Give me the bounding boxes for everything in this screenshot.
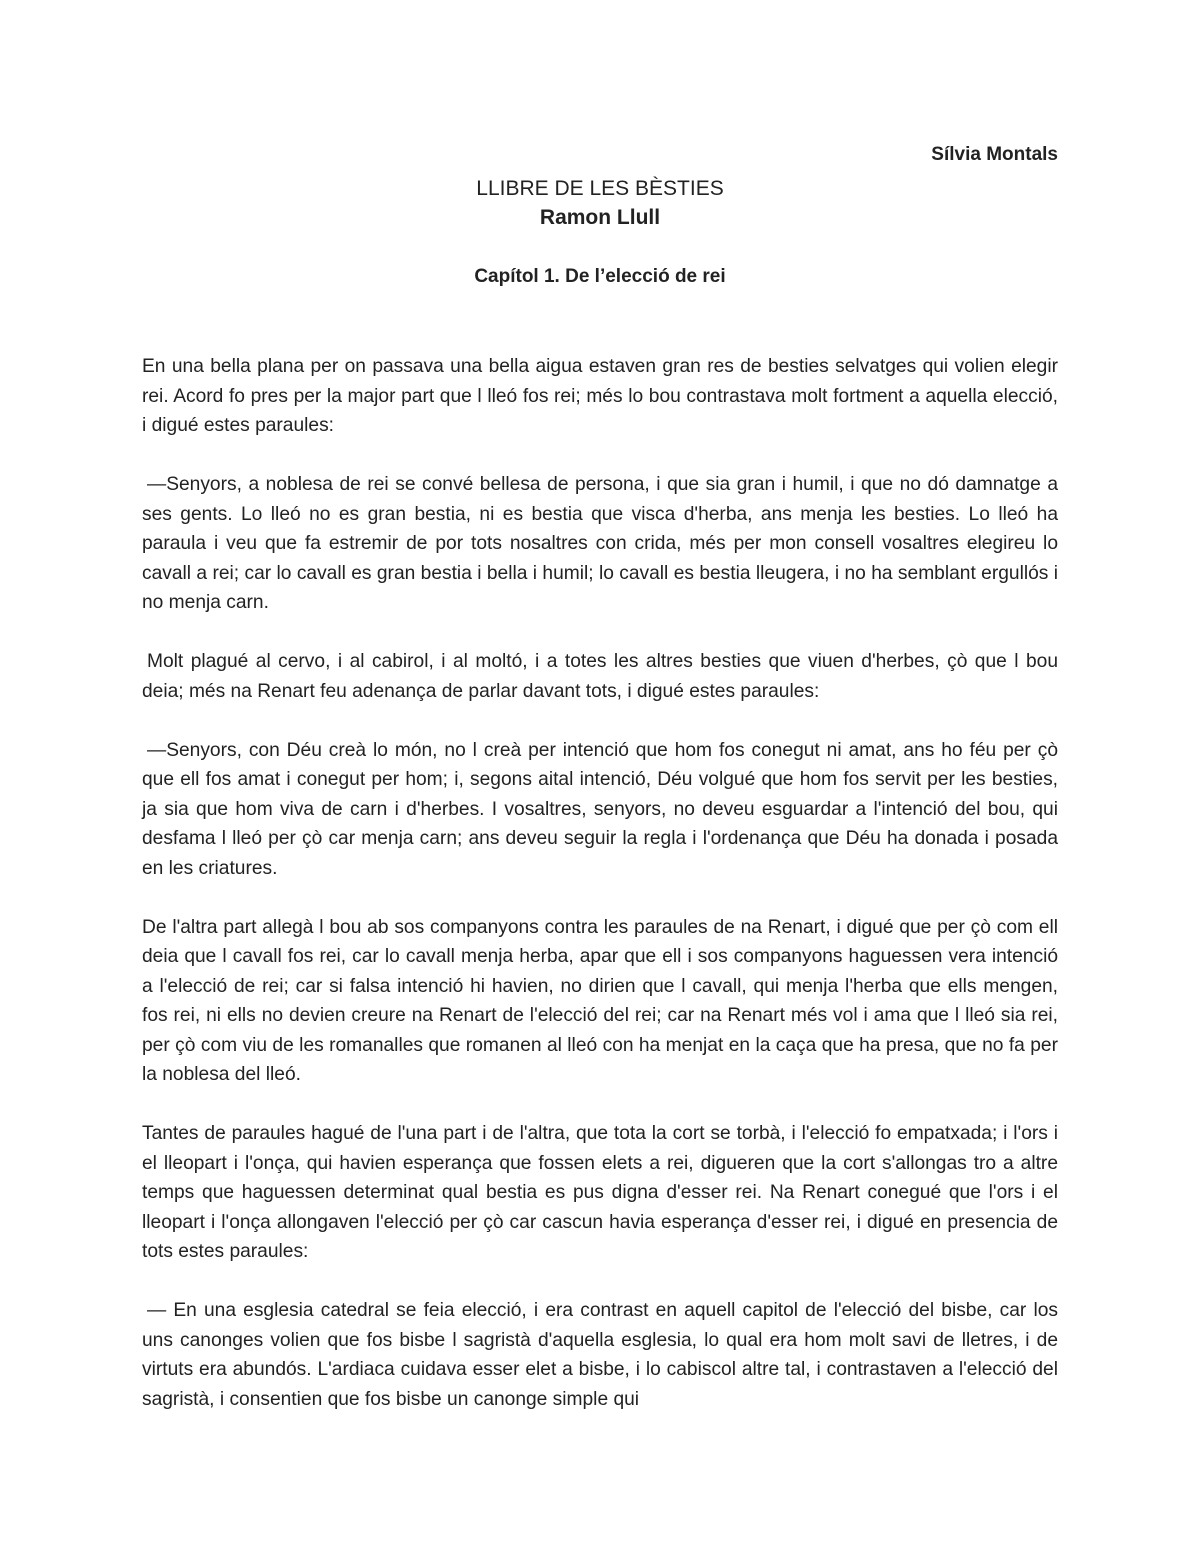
document-content bbox=[142, 142, 1058, 1444]
paragraph: De l'altra part allegà l bou ab sos companyons contra les paraules de na Renart, i digué que per çò com ell deia que l cavall fos rei, car lo cavall menja herba, apar que ell i sos companyons haguessen vera intenció a l'elecció de rei; car si falsa intenció hi havien, no dirien que l cavall, qui menja l'herba que ells mengen, fos rei, ni ells no devien creure na Renart de l'elecció del rei; car na Renart més vol i ama que l lleó sia rei, per çò com viu de les romanalles que romanen al lleó con ha menjat en la caça que ha presa, que no fa per la noblesa del lleó. bbox=[142, 916, 1058, 1085]
paragraph: —Senyors, con Déu creà lo món, no l creà per intenció que hom fos conegut ni amat, ans ho féu per çò que ell fos amat i conegut per hom; i, segons aital intenció, Déu volgué que hom fos servit per les besties, ja sia que hom viva de carn i d'herbes. I vosaltres, senyors, no deveu esguardar a l'intenció del bou, qui desfama l lleó per çò car menja carn; ans deveu seguir la regla i l'ordenança que Déu ha donada i posada en les criatures. bbox=[142, 739, 1058, 879]
paragraph: Molt plagué al cervo, i al cabirol, i al moltó, i a totes les altres besties que viuen d'herbes, çò que l bou deia; més na Renart feu adenança de parlar davant tots, i digué estes paraules: bbox=[142, 651, 1058, 702]
book-title: LLIBRE DE LES BÈSTIES bbox=[476, 177, 724, 200]
chapter-heading: Capítol 1. De l’elecció de rei bbox=[474, 266, 726, 287]
author-name: Sílvia Montals bbox=[931, 144, 1058, 165]
body-text bbox=[142, 352, 1058, 1414]
paragraph: Tantes de paraules hagué de l'una part i de l'altra, que tota la cort se torbà, i l'elecció fo empatxada; i l'ors i el lleopart i l'onça, qui havien esperança que fossen elets a rei, digueren que la cort s'allongas tro a altre temps que haguessen determinat qual bestia es pus digna d'esser rei. Na Renart conegué que l'ors i el lleopart i l'onça allongaven l'elecció per çò car cascun havia esperança d'esser rei, i digué en presencia de tots estes paraules: bbox=[142, 1123, 1058, 1262]
book-author: Ramon Llull bbox=[539, 206, 661, 229]
paragraph: En una bella plana per on passava una bella aigua estaven gran res de besties selvatges qui volien elegir rei. Acord fo pres per la major part que l lleó fos rei; més lo bou contrastava molt fortment a aquella elecció, i digué estes paraules: bbox=[142, 356, 1058, 436]
paragraph: —Senyors, a noblesa de rei se convé bellesa de persona, i que sia gran i humil, i que no dó damnatge a ses gents. Lo lleó no es gran bestia, ni es bestia que visca d'herba, ans menja les besties. Lo lleó ha paraula i veu que fa estremir de por tots nosaltres con crida, més per mon consell vosaltres elegireu lo cavall a rei; car lo cavall es gran bestia i bella i humil; lo cavall es bestia lleugera, i no ha semblant ergullós i no menja carn. bbox=[142, 474, 1058, 613]
paragraph: — En una esglesia catedral se feia elecció, i era contrast en aquell capitol de l'elecció del bisbe, car los uns canonges volien que fos bisbe l sagristà d'aquella esglesia, lo qual era hom molt savi de lletres, i de virtuts era abundós. L'ardiaca cuidava esser elet a bisbe, i lo cabiscol altre tal, i contrastaven a l'elecció del sagristà, i consentien que fos bisbe un canonge simple qui bbox=[142, 1300, 1058, 1410]
